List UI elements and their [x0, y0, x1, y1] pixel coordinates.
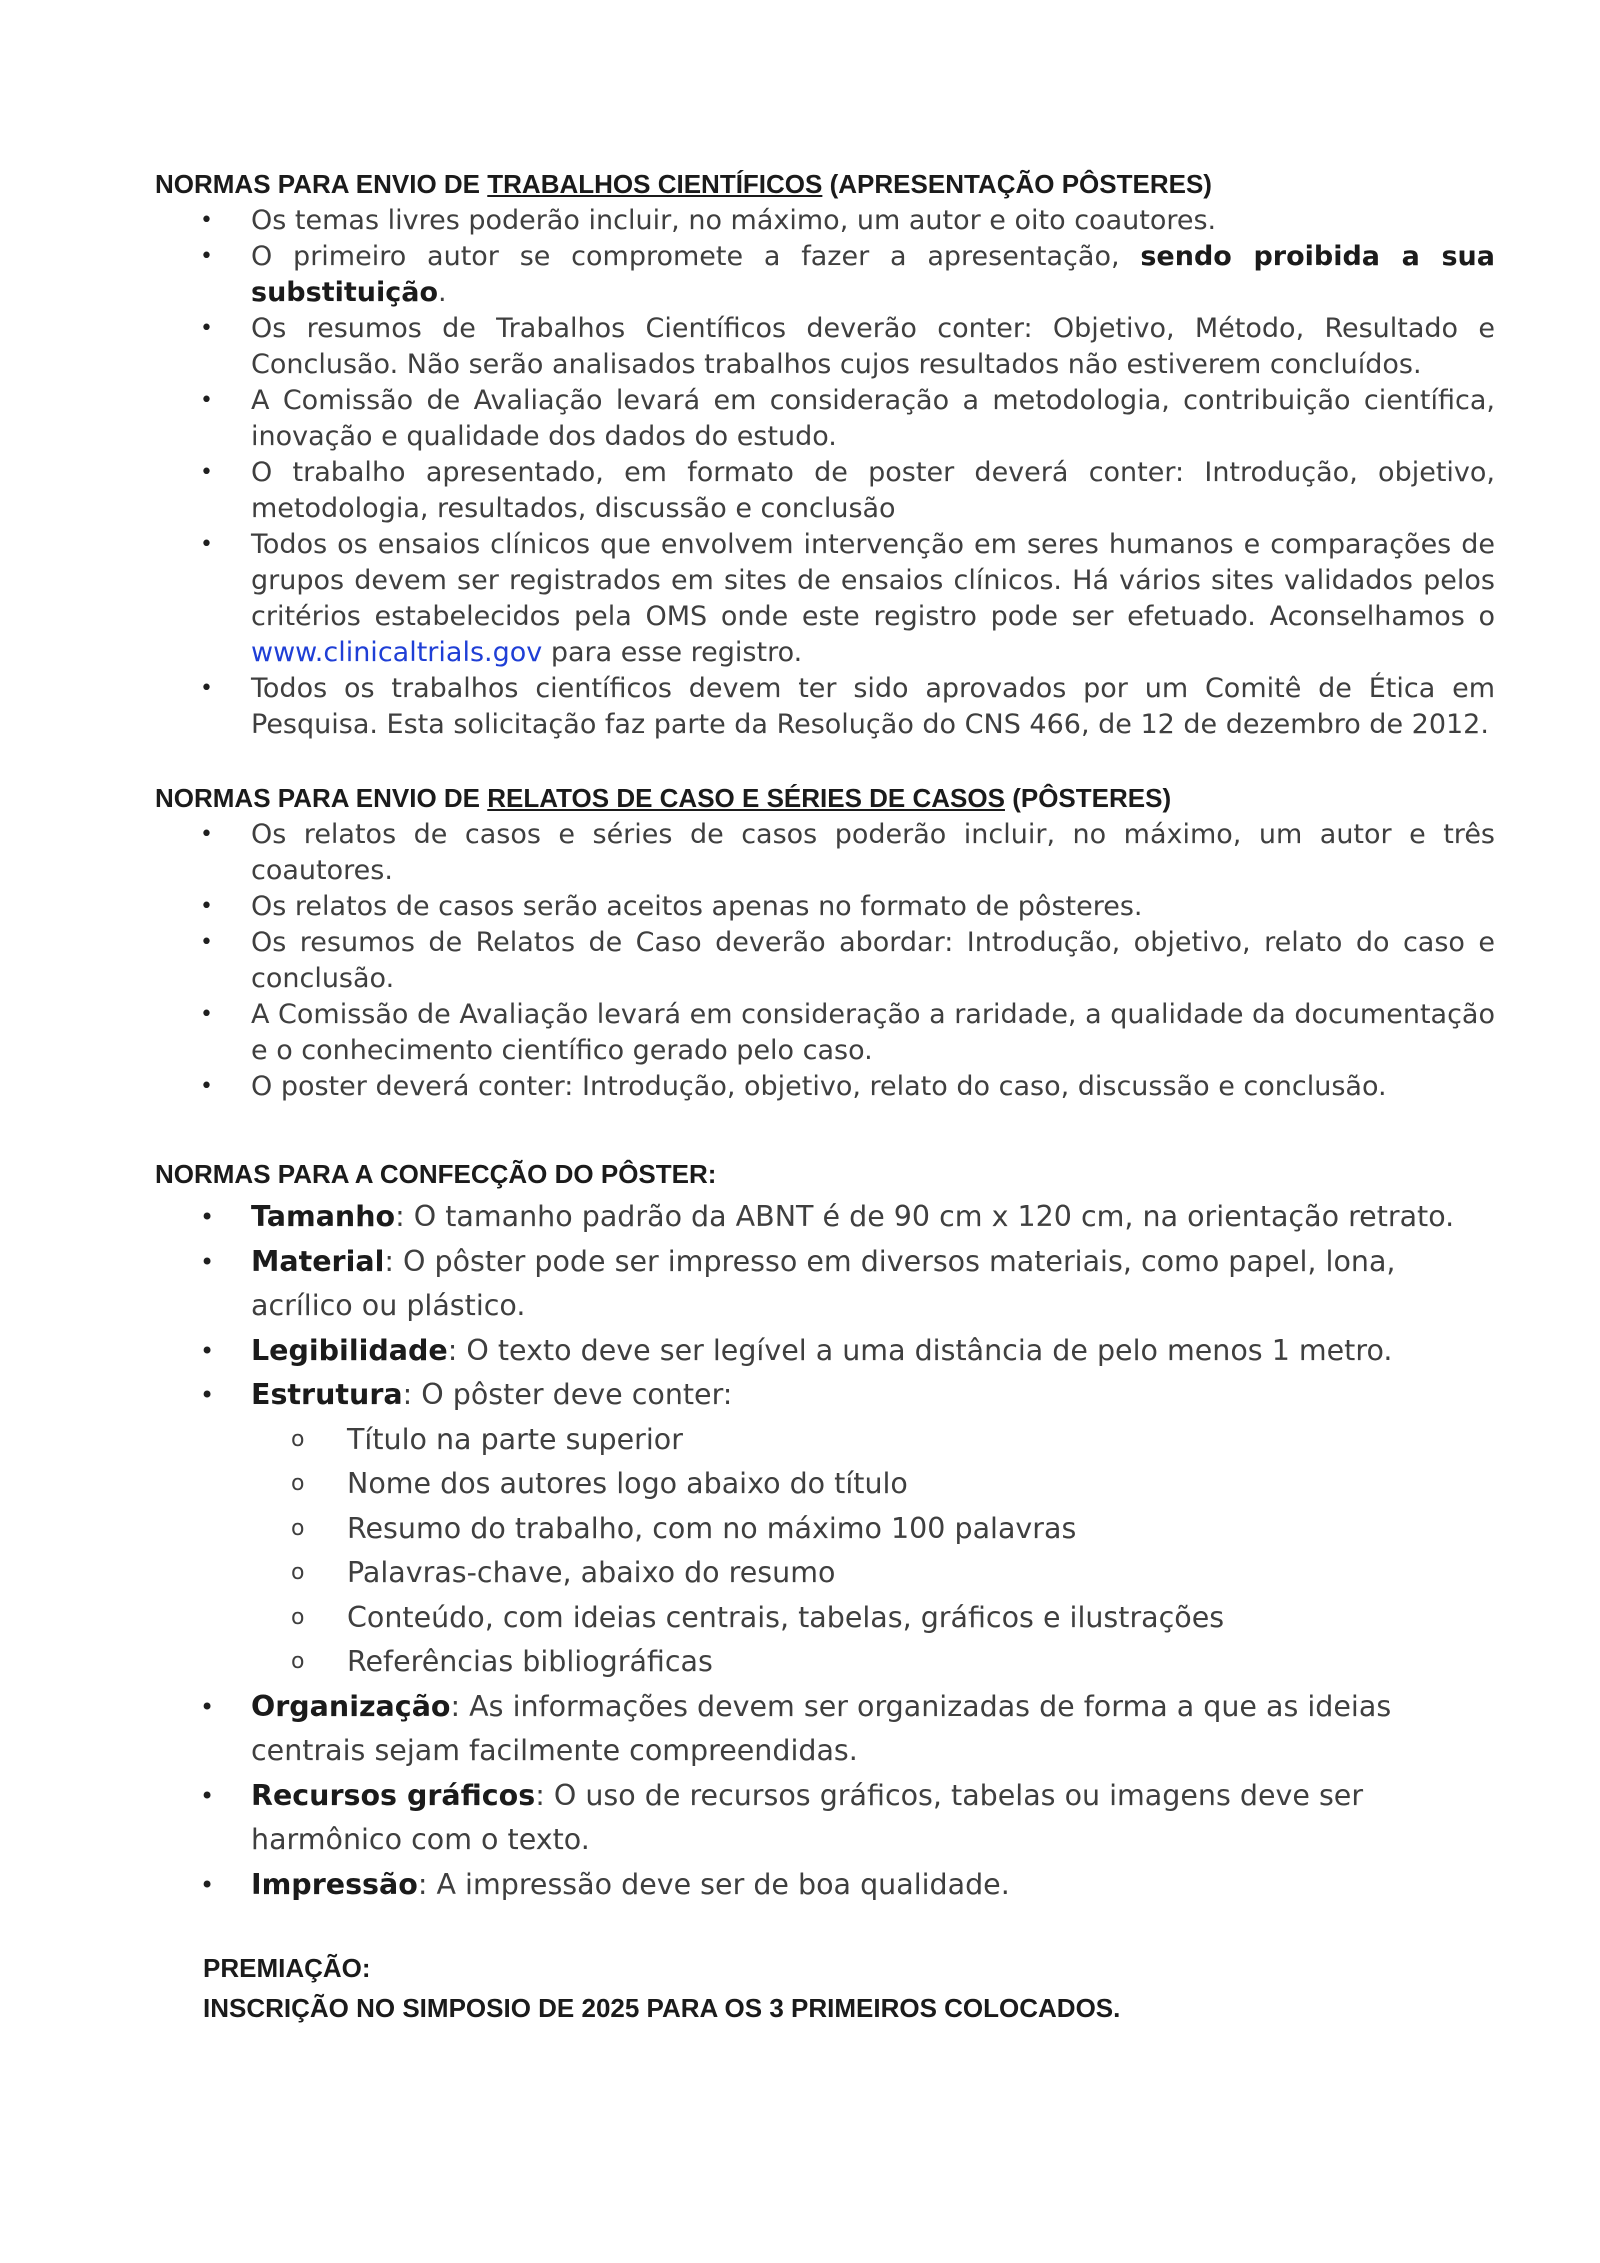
item-label: Material [251, 1244, 385, 1278]
item-label: Estrutura [251, 1378, 403, 1411]
item-label: Organização [251, 1689, 451, 1723]
list-item: • Todos os trabalhos científicos devem ter sido aprovados por um Comitê de Ética em Pesquisa. Esta solicitação faz parte da Resolução do CNS 466, de 12 de dezembro de 2012. [155, 671, 1495, 743]
sublist-item: o Conteúdo, com ideias centrais, tabelas, gráficos e ilustrações [251, 1596, 1495, 1641]
item-label: Impressão [251, 1867, 418, 1901]
list-item: • Impressão: A impressão deve ser de boa qualidade. [155, 1863, 1495, 1908]
list-item: • Os resumos de Relatos de Caso deverão abordar: Introdução, objetivo, relato do caso e conclusão. [155, 925, 1495, 997]
section-3-title: NORMAS PARA A CONFECÇÃO DO PÔSTER: [155, 1159, 717, 1189]
award-title: PREMIAÇÃO: [203, 1953, 371, 1983]
list-item: • Os relatos de casos e séries de casos poderão incluir, no máximo, um autor e três coautores. [155, 817, 1495, 889]
list-item: • O trabalho apresentado, em formato de poster deverá conter: Introdução, objetivo, metodologia, resultados, discussão e conclusão [155, 455, 1495, 527]
list-item: • Estrutura: O pôster deve conter: o Título na parte superior o Nome dos autores logo abaixo do título o Resumo do trabalho, com no máximo 100 palavras o Palavras-chave, abaixo do resumo o Conteúdo, com ideias centrais, tabelas, gráficos e ilustrações o Referências bibliográficas [155, 1373, 1495, 1685]
section-1-title-underlined: TRABALHOS CIENTÍFICOS [487, 169, 823, 199]
list-item: • Recursos gráficos: O uso de recursos gráficos, tabelas ou imagens deve ser harmônico com o texto. [155, 1774, 1495, 1863]
item-label: Legibilidade [251, 1333, 448, 1367]
section-2-title-underlined: RELATOS DE CASO E SÉRIES DE CASOS [487, 783, 1005, 813]
sublist-item: o Palavras-chave, abaixo do resumo [251, 1551, 1495, 1596]
list-item: • A Comissão de Avaliação levará em consideração a metodologia, contribuição científica, inovação e qualidade dos dados do estudo. [155, 383, 1495, 455]
sublist-item: o Nome dos autores logo abaixo do título [251, 1462, 1495, 1507]
list-item: • Legibilidade: O texto deve ser legível a uma distância de pelo menos 1 metro. [155, 1329, 1495, 1374]
section-2-title-suffix: (PÔSTERES) [1012, 783, 1172, 813]
item-label: Recursos gráficos [251, 1778, 536, 1812]
section-2-title-prefix: NORMAS PARA ENVIO DE [155, 783, 481, 813]
list-item: • Todos os ensaios clínicos que envolvem intervenção em seres humanos e comparações de grupos devem ser registrados em sites de ensaios clínicos. Há vários sites validados pelos critérios estabelecidos pela OMS onde este registro pode ser efetuado. Aconselhamos o www.clinicaltrials.gov para esse registro. [155, 527, 1495, 671]
emphasis-text: sendo proibida a sua substituição [251, 241, 1495, 308]
section-1-title-prefix: NORMAS PARA ENVIO DE [155, 169, 481, 199]
section-1-list [155, 203, 1495, 743]
list-item: • Os resumos de Trabalhos Científicos deverão conter: Objetivo, Método, Resultado e Conclusão. Não serão analisados trabalhos cujos resultados não estiverem concluídos. [155, 311, 1495, 383]
sublist-item: o Resumo do trabalho, com no máximo 100 palavras [251, 1507, 1495, 1552]
section-2-list [155, 817, 1495, 1105]
sublist-item: o Título na parte superior [251, 1418, 1495, 1463]
section-1-title [155, 166, 1212, 202]
section-3-list [155, 1195, 1495, 1907]
list-item: • Organização: As informações devem ser organizadas de forma a que as ideias centrais sejam facilmente compreendidas. [155, 1685, 1495, 1774]
list-item: • Os relatos de casos serão aceitos apenas no formato de pôsteres. [155, 889, 1495, 925]
list-item: • Os temas livres poderão incluir, no máximo, um autor e oito coautores. [155, 203, 1495, 239]
list-item: • Tamanho: O tamanho padrão da ABNT é de 90 cm x 120 cm, na orientação retrato. [155, 1195, 1495, 1240]
item-label: Tamanho [251, 1200, 396, 1233]
list-item: • Material: O pôster pode ser impresso em diversos materiais, como papel, lona, acrílico ou plástico. [155, 1240, 1495, 1329]
sublist-item: o Referências bibliográficas [251, 1640, 1495, 1685]
clinicaltrials-link[interactable]: www.clinicaltrials.gov [251, 637, 543, 668]
section-1-title-suffix: (APRESENTAÇÃO PÔSTERES) [829, 169, 1212, 199]
structure-sublist [251, 1418, 1495, 1685]
award-text: INSCRIÇÃO NO SIMPOSIO DE 2025 PARA OS 3 PRIMEIROS COLOCADOS. [203, 1993, 1121, 2023]
list-item: • A Comissão de Avaliação levará em consideração a raridade, a qualidade da documentação e o conhecimento científico gerado pelo caso. [155, 997, 1495, 1069]
list-item: • O poster deverá conter: Introdução, objetivo, relato do caso, discussão e conclusão. [155, 1069, 1495, 1105]
list-item: • O primeiro autor se compromete a fazer a apresentação, sendo proibida a sua substituição. [155, 239, 1495, 311]
section-2-title [155, 780, 1171, 816]
